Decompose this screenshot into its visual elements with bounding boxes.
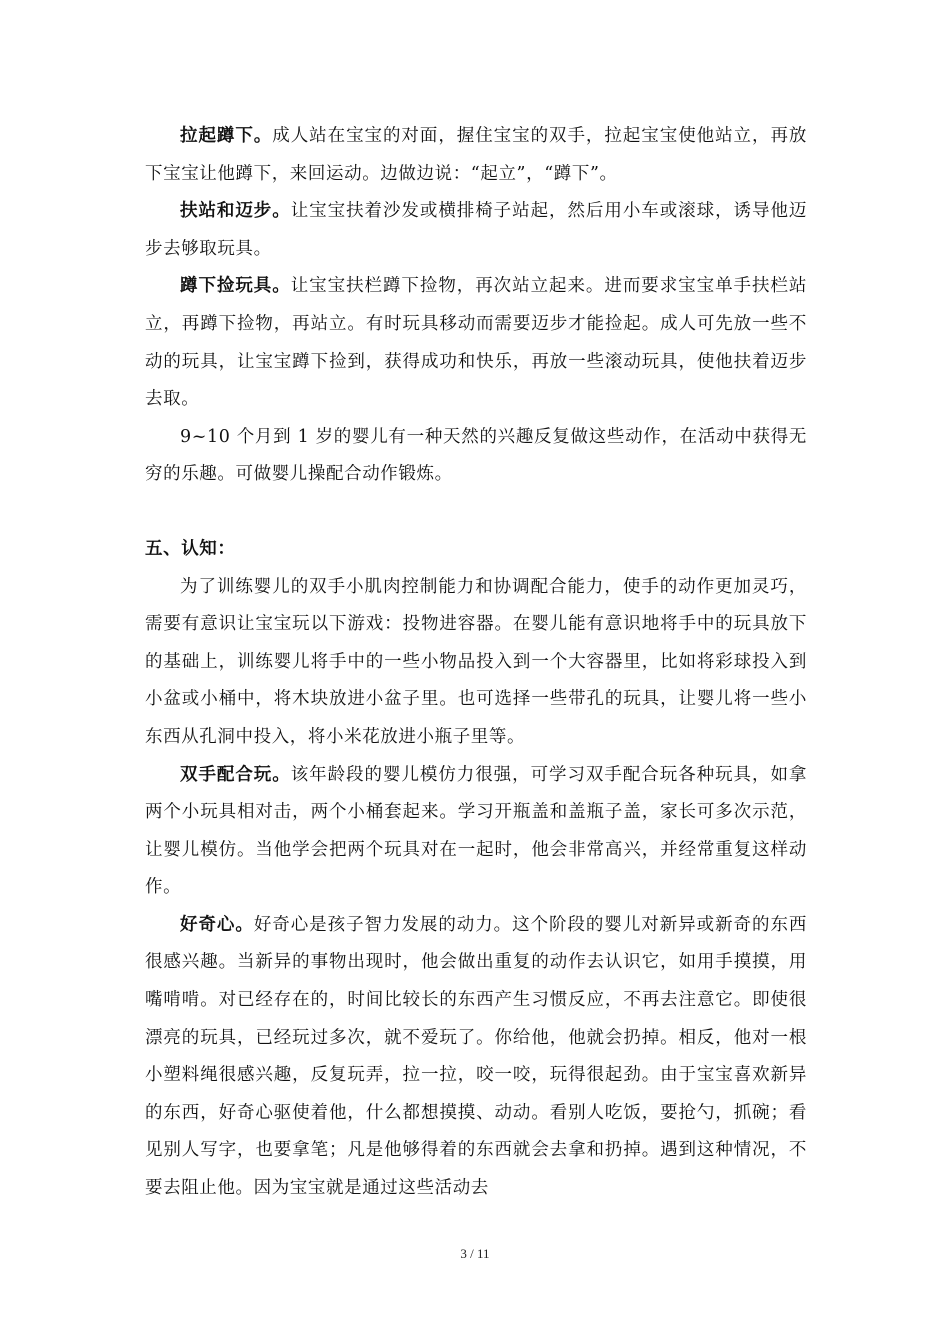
paragraph-text: 好奇心是孩子智力发展的动力。这个阶段的婴儿对新异或新奇的东西很感兴趣。当新异的事物出现时，他会做出重复的动作去认识它，如用手摸摸，用嘴啃啃。对已经存在的，时间比较长的东西产生习惯反应，不再去注意它。即使很漂亮的玩具，已经玩过多次，就不爱玩了。你给他，他就会扔掉。相反，他对一根小塑料绳很感兴趣，反复玩弄，拉一拉，咬一咬，玩得很起劲。由于宝宝喜欢新异的东西，好奇心驱使着他，什么都想摸摸、动动。看别人吃饭，要抢勺，抓碗；看见别人写字，也要拿笔；凡是他够得着的东西就会去拿和扔掉。遇到这种情况，不要去阻止他。因为宝宝就是通过这些活动去 [145,914,807,1199]
paragraph-lead: 双手配合玩。 [180,764,291,785]
section-heading-cognition: 五、认知： [145,538,236,559]
paragraph-hao-qi-xin [145,907,807,1208]
page-content [145,118,807,1208]
paragraph-text: 成人站在宝宝的对面，握住宝宝的双手，拉起宝宝使他站立，再放下宝宝让他蹲下，来回运动。边做边说：“起立”，“蹲下”。 [145,126,808,184]
page-number: 3 / 11 [460,1246,490,1261]
paragraph-lead: 蹲下捡玩具。 [180,276,291,297]
paragraph-lead: 扶站和迈步。 [180,201,291,222]
paragraph-shuang-shou-pei-he [145,757,807,907]
paragraph-dun-xia-jian-wan-ju [145,268,807,418]
paragraph-age-note [145,419,807,494]
paragraph-tou-wu-jin-rong-qi [145,569,807,757]
paragraph-text: 让宝宝扶栏蹲下捡物，再次站立起来。进而要求宝宝单手扶栏站立，再蹲下捡物，再站立。有时玩具移动而需要迈步才能捡起。成人可先放一些不动的玩具，让宝宝蹲下捡到，获得成功和快乐，再放一些滚动玩具，使他扶着迈步去取。 [145,276,807,410]
paragraph-la-qi-dun-xia [145,118,807,193]
paragraph-text: 让宝宝扶着沙发或横排椅子站起，然后用小车或滚球，诱导他迈步去够取玩具。 [145,201,807,259]
paragraph-text: 9~10 个月到 1 岁的婴儿有一种天然的兴趣反复做这些动作，在活动中获得无穷的乐趣。可做婴儿操配合动作锻炼。 [145,426,807,485]
paragraph-text: 该年龄段的婴儿模仿力很强，可学习双手配合玩各种玩具，如拿两个小玩具相对击，两个小桶套起来。学习开瓶盖和盖瓶子盖，家长可多次示范，让婴儿模仿。当他学会把两个玩具对在一起时，他会非常高兴，并经常重复这样动作。 [145,764,807,898]
paragraph-text: 为了训练婴儿的双手小肌肉控制能力和协调配合能力，使手的动作更加灵巧，需要有意识让宝宝玩以下游戏：投物进容器。在婴儿能有意识地将手中的玩具放下的基础上，训练婴儿将手中的一些小物品投入到一个大容器里，比如将彩球投入到小盆或小桶中，将木块放进小盆子里。也可选择一些带孔的玩具，让婴儿将一些小东西从孔洞中投入，将小米花放进小瓶子里等。 [145,576,807,747]
paragraph-lead: 好奇心。 [180,914,254,935]
paragraph-fu-zhan-mai-bu [145,193,807,268]
paragraph-lead: 拉起蹲下。 [180,126,273,146]
